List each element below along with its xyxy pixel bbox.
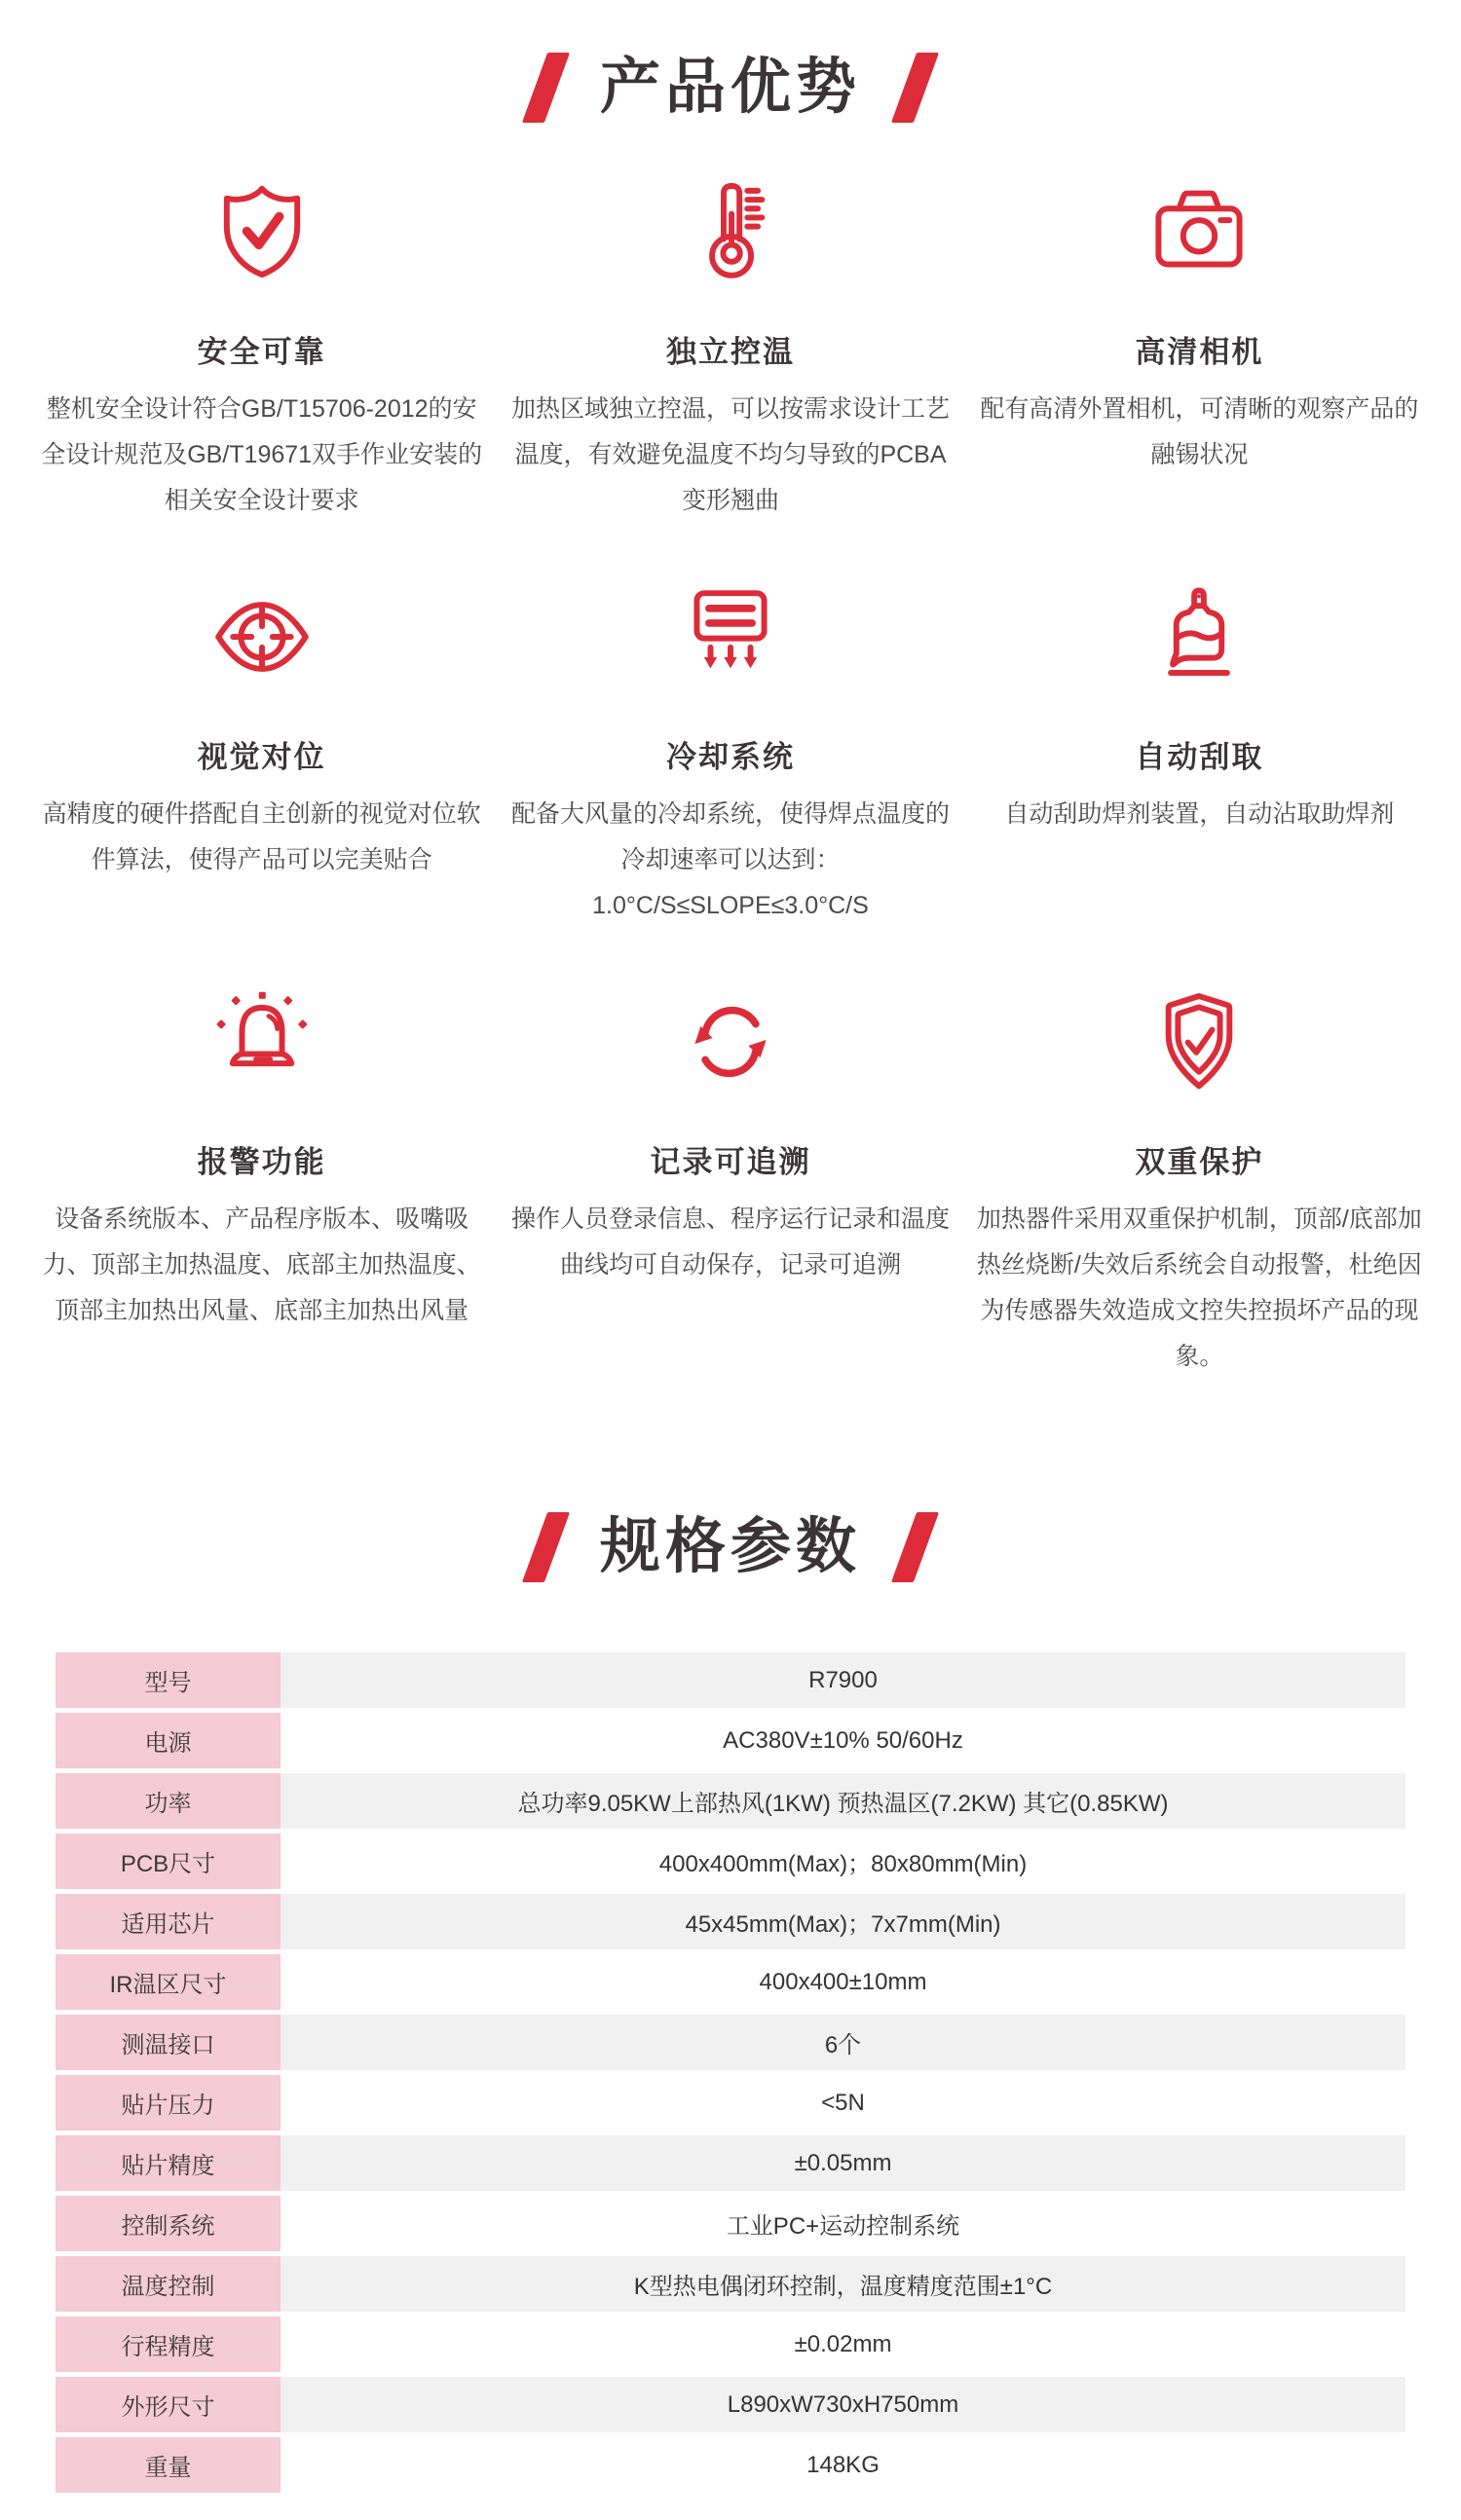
spec-row-mount-accuracy	[56, 2135, 1405, 2191]
thermometer-icon	[678, 179, 783, 290]
spec-value: L890xW730xH750mm	[281, 2377, 1405, 2432]
feature-title: 双重保护	[1135, 1145, 1264, 1179]
feature-title: 独立控温	[665, 335, 795, 369]
shield-check-icon	[209, 179, 315, 290]
flux-brush-icon	[1146, 584, 1252, 695]
cooling-vent-icon	[678, 584, 783, 695]
camera-icon	[1146, 179, 1252, 290]
specs-section	[0, 1460, 1461, 2493]
sync-arrows-icon	[678, 989, 783, 1100]
spec-label: 外形尺寸	[56, 2377, 281, 2432]
feature-card-safety	[27, 179, 496, 524]
spec-value: R7900	[281, 1652, 1405, 1708]
spec-row-power	[56, 1773, 1405, 1829]
spec-value: AC380V±10% 50/60Hz	[281, 1713, 1405, 1768]
section-title-text: 规格参数	[599, 1512, 861, 1580]
feature-description: 自动刮助焊剂装置，自动沾取助焊剂	[1004, 800, 1395, 828]
red-slash-decoration	[522, 53, 570, 123]
feature-title: 视觉对位	[197, 740, 326, 774]
feature-title: 冷却系统	[665, 740, 795, 774]
spec-row-temp-control	[56, 2256, 1405, 2312]
feature-title: 报警功能	[197, 1145, 326, 1179]
spec-row-mount-pressure	[56, 2075, 1405, 2131]
feature-title: 自动刮取	[1135, 740, 1264, 774]
spec-label: 重量	[56, 2437, 281, 2493]
spec-value: 400x400mm(Max)；80x80mm(Min)	[281, 1834, 1405, 1889]
feature-description: 配备大风量的冷却系统，使得焊点温度的冷却速率可以达到：1.0°C/S≤SLOPE≤3.0°C/S	[510, 800, 950, 919]
eye-target-icon	[209, 584, 315, 695]
red-slash-decoration	[891, 53, 939, 123]
spec-label: 型号	[56, 1652, 281, 1708]
feature-card-protection	[965, 989, 1434, 1380]
spec-row-control-system	[56, 2196, 1405, 2251]
spec-label: 贴片精度	[56, 2135, 281, 2191]
feature-title: 记录可追溯	[650, 1145, 811, 1179]
feature-card-camera	[965, 179, 1434, 524]
feature-description: 设备系统版本、产品程序版本、吸嘴吸力、顶部主加热温度、底部主加热温度、顶部主加热出风量、底部主加热出风量	[42, 1205, 481, 1324]
feature-description: 加热区域独立控温，可以按需求设计工艺温度，有效避免温度不均匀导致的PCBA变形翘曲	[510, 395, 950, 514]
spec-label: 功率	[56, 1773, 281, 1829]
spec-label: IR温区尺寸	[56, 1954, 281, 2010]
spec-row-temp-ports	[56, 2015, 1405, 2070]
advantages-section-title	[0, 53, 1461, 123]
spec-value: 总功率9.05KW上部热风(1KW) 预热温区(7.2KW) 其它(0.85KW)	[281, 1773, 1405, 1829]
spec-value: ±0.02mm	[281, 2316, 1405, 2372]
spec-value: 6个	[281, 2015, 1405, 2070]
specs-section-title	[0, 1512, 1461, 1582]
red-slash-decoration	[891, 1512, 939, 1582]
features-grid	[0, 123, 1461, 1380]
spec-row-weight	[56, 2437, 1405, 2493]
spec-row-pcb-size	[56, 1834, 1405, 1889]
feature-card-records	[496, 989, 964, 1380]
feature-card-flux	[965, 584, 1434, 929]
feature-description: 配有高清外置相机，可清晰的观察产品的融锡状况	[980, 395, 1419, 468]
feature-description: 操作人员登录信息、程序运行记录和温度曲线均可自动保存，记录可追溯	[510, 1205, 950, 1279]
feature-title: 高清相机	[1135, 335, 1264, 369]
spec-row-dimensions	[56, 2377, 1405, 2432]
spec-value: K型热电偶闭环控制，温度精度范围±1°C	[281, 2256, 1405, 2312]
spec-value: ±0.05mm	[281, 2135, 1405, 2191]
spec-label: 控制系统	[56, 2196, 281, 2251]
spec-label: 测温接口	[56, 2015, 281, 2070]
spec-value: 400x400±10mm	[281, 1954, 1405, 2010]
feature-description: 加热器件采用双重保护机制，顶部/底部加热丝烧断/失效后系统会自动报警，杜绝因为传感器失效造成文控失控损坏产品的现象。	[976, 1205, 1422, 1370]
feature-card-cooling	[496, 584, 964, 929]
spec-table	[56, 1652, 1405, 2493]
feature-title: 安全可靠	[197, 335, 326, 369]
feature-card-vision	[27, 584, 496, 929]
red-slash-decoration	[522, 1512, 570, 1582]
double-shield-icon	[1146, 989, 1252, 1100]
spec-row-travel-accuracy	[56, 2316, 1405, 2372]
spec-row-model	[56, 1652, 1405, 1708]
spec-value: 148KG	[281, 2437, 1405, 2493]
spec-label: 行程精度	[56, 2316, 281, 2372]
feature-card-temperature	[496, 179, 964, 524]
section-title-text: 产品优势	[599, 53, 861, 121]
spec-label: 贴片压力	[56, 2075, 281, 2131]
spec-value: <5N	[281, 2075, 1405, 2131]
alarm-siren-icon	[209, 989, 315, 1100]
spec-label: PCB尺寸	[56, 1834, 281, 1889]
spec-row-power-supply	[56, 1713, 1405, 1768]
spec-label: 电源	[56, 1713, 281, 1768]
spec-row-chip-size	[56, 1894, 1405, 1949]
spec-value: 45x45mm(Max)；7x7mm(Min)	[281, 1894, 1405, 1949]
spec-label: 温度控制	[56, 2256, 281, 2312]
spec-row-ir-zone	[56, 1954, 1405, 2010]
feature-description: 整机安全设计符合GB/T15706-2012的安全设计规范及GB/T19671双手作业安装的相关安全设计要求	[41, 395, 483, 514]
feature-description: 高精度的硬件搭配自主创新的视觉对位软件算法，使得产品可以完美贴合	[42, 800, 481, 873]
feature-card-alarm	[27, 989, 496, 1380]
spec-value: 工业PC+运动控制系统	[281, 2196, 1405, 2251]
spec-label: 适用芯片	[56, 1894, 281, 1949]
